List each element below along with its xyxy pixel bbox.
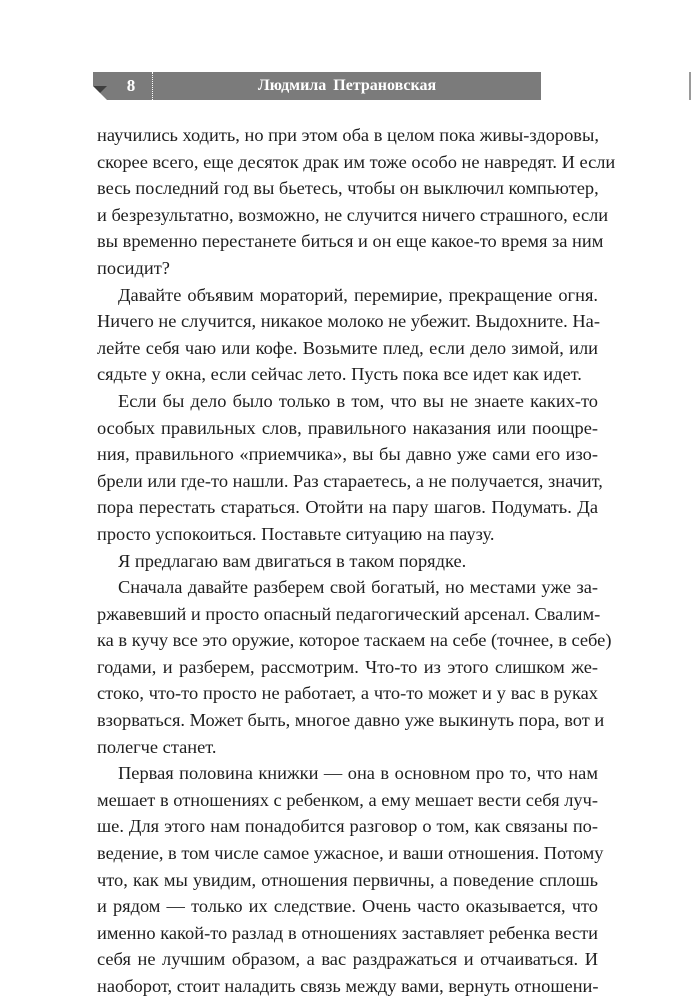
- text-line: годами, и разберем, рассмотрим. Что-то из этого слишком же-: [97, 656, 598, 677]
- text-line: именно какой-то разлад в отношениях заставляет ребенка вести: [97, 922, 598, 943]
- text-line: просто успокоиться. Поставьте ситуацию на паузу.: [97, 523, 495, 544]
- text-line: весь последний год вы бьетесь, чтобы он выключил компьютер,: [97, 178, 599, 199]
- text-line: Ничего не случится, никакое молоко не убежит. Выдохните. На-: [97, 311, 600, 332]
- text-line: взорваться. Может быть, многое давно уже выкинуть пора, вот и: [97, 710, 605, 731]
- text-line: Я предлагаю вам двигаться в таком порядке.: [118, 550, 467, 571]
- text-line: научились ходить, но при этом оба в целом пока живы-здоровы,: [97, 125, 599, 145]
- paragraph: [97, 282, 598, 388]
- text-line: особых правильных слов, правильного наказания или поощре-: [97, 417, 598, 438]
- text-line: лейте себя чаю или кофе. Возьмите плед, если дело зимой, или: [97, 337, 598, 358]
- paragraph: [97, 122, 616, 282]
- text-line: посидит?: [97, 257, 170, 278]
- text-line: стоко, что-то просто не работает, а что-то может и у вас в руках: [97, 683, 598, 704]
- text-line: что, как мы увидим, отношения первичны, а поведение сплошь: [97, 869, 598, 890]
- text-line: полегче станет.: [97, 736, 217, 757]
- text-line: сядьте у окна, если сейчас лето. Пусть пока все идет как идет.: [97, 364, 582, 385]
- text-line: ржавевший и просто опасный педагогический арсенал. Свалим-: [97, 603, 601, 624]
- text-line: ведение, в том числе самое ужасное, и ваши отношения. Потому: [97, 843, 604, 864]
- page-number: 8: [126, 76, 136, 95]
- text-line: Сначала давайте разберем свой богатый, но местами уже за-: [118, 577, 598, 598]
- text-line: наоборот, стоит наладить связь между вами, вернуть отношени-: [97, 976, 599, 996]
- corner-fold-cutout: [93, 86, 107, 100]
- paragraph: [97, 760, 604, 999]
- text-line: Первая половина книжки — она в основном про то, что нам: [118, 763, 598, 784]
- text-line: и рядом — только их следствие. Очень часто оказывается, что: [97, 896, 598, 917]
- text-line: и безрезультатно, возможно, не случится ничего страшного, если: [97, 204, 609, 225]
- body-text: [97, 122, 616, 1000]
- text-line: ния, правильного «приемчика», вы бы давно уже сами его изо-: [97, 444, 598, 465]
- paragraph: [97, 574, 612, 760]
- text-line: пора перестать стараться. Отойти на пару шагов. Подумать. Да: [97, 497, 598, 518]
- running-head-author: Людмила Петрановская: [257, 77, 437, 94]
- text-line: скорее всего, еще десяток драк им тоже особо не навредят. И если: [97, 151, 616, 172]
- text-line: вы временно перестанете биться и он еще какое-то время за ним: [97, 231, 604, 252]
- text-line: Если бы дело было только в том, что вы не знаете каких-то: [118, 390, 598, 411]
- paragraph: [97, 388, 603, 548]
- text-line: себя не лучшим образом, а вас раздражаться и отчаиваться. И: [97, 949, 598, 970]
- text-line: ка в кучу все это оружие, которое таскаем на себе (точнее, в себе): [97, 630, 612, 651]
- text-line: брели или где-то нашли. Раз стараетесь, а не получается, значит,: [97, 470, 603, 491]
- text-line: Давайте объявим мораторий, перемирие, прекращение огня.: [118, 284, 598, 305]
- text-line: ше. Для этого нам понадобится разговор о том, как связаны по-: [97, 816, 598, 837]
- text-line: мешает в отношениях с ребенком, а ему мешает вести себя луч-: [97, 789, 598, 810]
- paragraph: [97, 548, 598, 575]
